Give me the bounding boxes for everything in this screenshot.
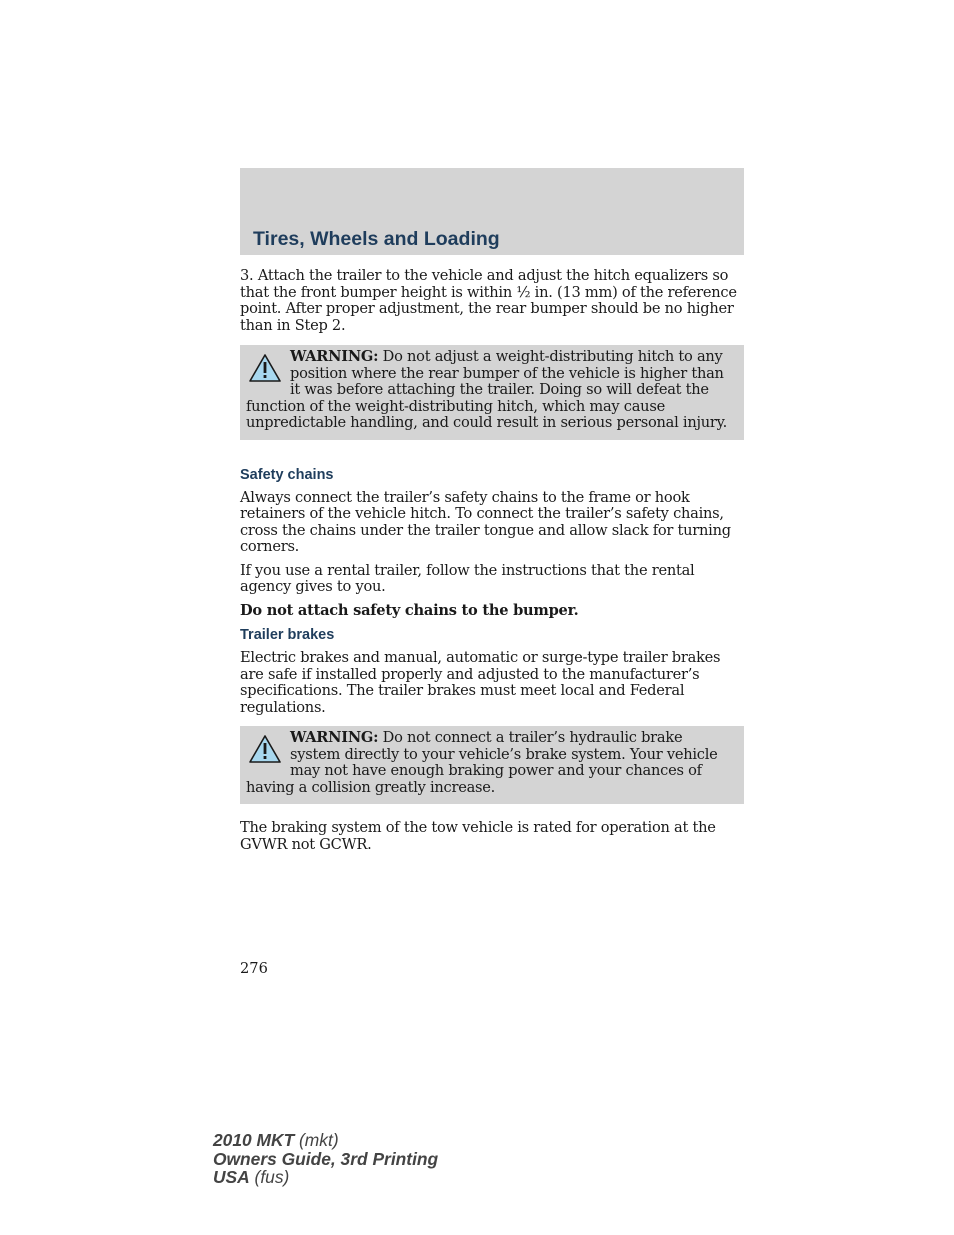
braking-system-paragraph: The braking system of the tow vehicle is rated for operation at the GVWR not GCWR. [240,819,716,853]
warning-triangle-icon [248,353,282,383]
footer-region: USA [213,1167,250,1187]
warning-label: WARNING: [290,729,379,746]
heading-trailer-brakes: Trailer brakes [240,627,335,643]
footer-line-region [213,1168,438,1187]
warning-triangle-icon [248,734,282,764]
warning-body: Do not connect a trailer’s hydraulic brake system directly to your vehicle’s brake system. Your vehicle may not have enough braking power and your chances of having a collision greatly increase. [246,729,718,796]
page-content [240,268,744,853]
step-3-paragraph: 3. Attach the trailer to the vehicle and adjust the hitch equalizers so that the front bumper height is within ½ in. (13 mm) of the reference point. After proper adjustment, the rear bumper should be no higher than in Step 2. [240,267,737,334]
footer-line-guide [213,1150,438,1169]
document-footer [213,1131,438,1187]
footer-region-code: (fus) [249,1167,290,1187]
safety-chains-paragraph-1: Always connect the trailer’s safety chains to the frame or hook retainers of the vehicle hitch. To connect the trailer’s safety chains, cross the chains under the trailer tongue and allow slack for turning corners. [240,488,731,555]
footer-model-code: (mkt) [294,1130,339,1150]
trailer-brakes-paragraph-1: Electric brakes and manual, automatic or surge-type trailer brakes are safe if installed properly and adjusted to the manufacturer’s specifications. The trailer brakes must meet local and Federal regulations. [240,649,721,716]
warning-box-hitch [240,345,744,440]
footer-guide: Owners Guide, 3rd Printing [213,1148,439,1169]
safety-chains-paragraph-2: If you use a rental trailer, follow the instructions that the rental agency gives to you. [240,561,695,595]
warning-text [246,349,736,432]
section-header-band [240,168,744,255]
footer-model: 2010 MKT [213,1130,295,1150]
safety-chains-paragraph-3: Do not attach safety chains to the bumper. [240,601,579,619]
page-number: 276 [240,960,268,977]
heading-safety-chains: Safety chains [240,466,334,483]
warning-body: Do not adjust a weight-distributing hitch to any position where the rear bumper of the vehicle is higher than it was before attaching the trailer. Doing so will defeat the function of the weight-distributing hitch, which may cause unpredictable handling, and could result in serious personal injury. [246,348,728,431]
section-title: Tires, Wheels and Loading [253,228,500,250]
warning-box-brakes [240,726,744,804]
warning-label: WARNING: [290,348,379,365]
warning-text [246,730,736,796]
footer-line-model [213,1131,438,1150]
